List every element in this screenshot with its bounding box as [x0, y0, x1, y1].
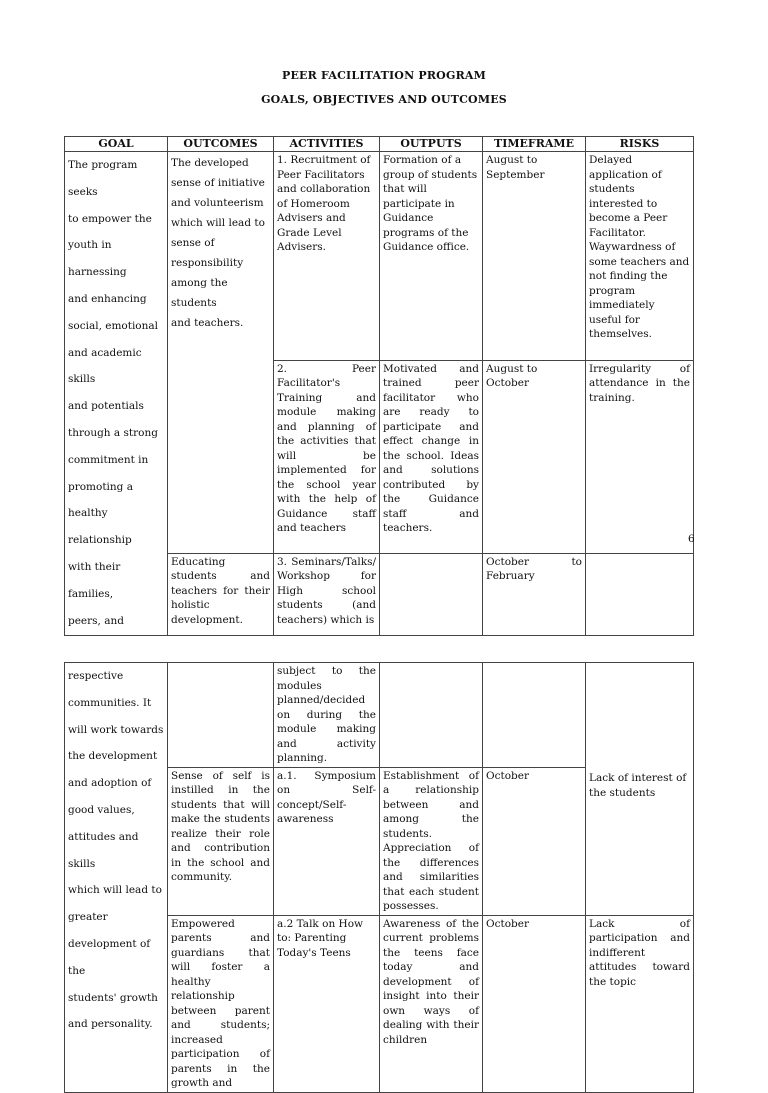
timeframe-joiner: to — [571, 555, 582, 568]
outcome-cell: Empowered parents and guardians that will foster a healthy relationship between parent and students; increased participation of parents in the growth and — [168, 915, 274, 1092]
header-outcomes: OUTCOMES — [168, 137, 274, 152]
risk-cell: Lack of participation and indifferent attitudes toward the topic — [586, 915, 694, 1092]
risk-text: Lack of interest of the students — [589, 772, 687, 799]
table-header-row — [65, 137, 694, 152]
risk-cell — [586, 553, 694, 635]
page-number: 6 — [688, 533, 695, 545]
output-cell: Awareness of the current problems the teens face today and development of insight into their own ways of dealing with their children — [380, 915, 483, 1092]
outcome-cell — [168, 663, 274, 768]
timeframe-cell: October — [483, 767, 586, 915]
document-subtitle: GOALS, OBJECTIVES AND OUTCOMES — [261, 93, 507, 106]
risk-cell: Irregularity of attendance in the training. — [586, 360, 694, 553]
header-goal: GOAL — [65, 137, 168, 152]
output-cell — [380, 553, 483, 635]
timeframe-end: February — [486, 570, 535, 583]
activity-cell: 2. Peer Facilitator's Training and module making and planning of the activities that will be implemented for the school year with the help of Guidance staff and teachers — [274, 360, 380, 553]
table-row — [65, 152, 694, 361]
header-risks: RISKS — [586, 137, 694, 152]
timeframe-cell — [483, 553, 586, 635]
activity-cell: 1. Recruitment of Peer Facilitators and collaboration of Homeroom Advisers and Grade Level Advisers. — [274, 152, 380, 361]
output-cell: Motivated and trained peer facilitator who are ready to participate and effect change in the school. Ideas and solutions contributed by the Guidance staff and teachers. — [380, 360, 483, 553]
header-outputs: OUTPUTS — [380, 137, 483, 152]
risk-cell — [586, 663, 694, 916]
timeframe-start: October — [486, 555, 529, 568]
goal-cell: respective communities. It will work towards the development and adoption of good values, attitudes and skills which will lead to greater development of the students' growth and personality. — [65, 663, 168, 1093]
timeframe-cell: August to October — [483, 360, 586, 553]
goal-cell: The program seeks to empower the youth in harnessing and enhancing social, emotional and academic skills and potentials through a strong commitment in promoting a healthy relationship with their families, peers, and — [65, 152, 168, 636]
outcome-cell: Sense of self is instilled in the students that will make the students realize their role and contribution in the school and community. — [168, 767, 274, 915]
document-title: PEER FACILITATION PROGRAM — [281, 69, 487, 82]
table-row — [65, 663, 694, 768]
timeframe-cell: August to September — [483, 152, 586, 361]
risk-cell: Delayed application of students interested to become a Peer Facilitator. Waywardness of some teachers and not finding the program immediately useful for themselves. — [586, 152, 694, 361]
output-cell: Establishment of a relationship between and among the students. Appreciation of the differences and similarities that each student possesses. — [380, 767, 483, 915]
timeframe-cell: October — [483, 915, 586, 1092]
activity-cell: a.2 Talk on How to: Parenting Today's Teens — [274, 915, 380, 1092]
output-cell: Formation of a group of students that will participate in Guidance programs of the Guidance office. — [380, 152, 483, 361]
outcome-cell: The developed sense of initiative and volunteerism which will lead to sense of responsibility among the students and teachers. — [168, 152, 274, 554]
goals-table-page-1 — [64, 136, 694, 636]
activity-cell: a.1. Symposium on Self-concept/Self-awareness — [274, 767, 380, 915]
outcome-cell: Educating students and teachers for their holistic development. — [168, 553, 274, 635]
timeframe-cell — [483, 663, 586, 768]
activity-cell: 3. Seminars/Talks/ Workshop for High school students (and teachers) which is — [274, 553, 380, 635]
activity-cell: subject to the modules planned/decided on during the module making and activity planning. — [274, 663, 380, 768]
output-cell — [380, 663, 483, 768]
header-activities: ACTIVITIES — [274, 137, 380, 152]
goals-table-page-2 — [64, 662, 694, 1093]
header-timeframe: TIMEFRAME — [483, 137, 586, 152]
